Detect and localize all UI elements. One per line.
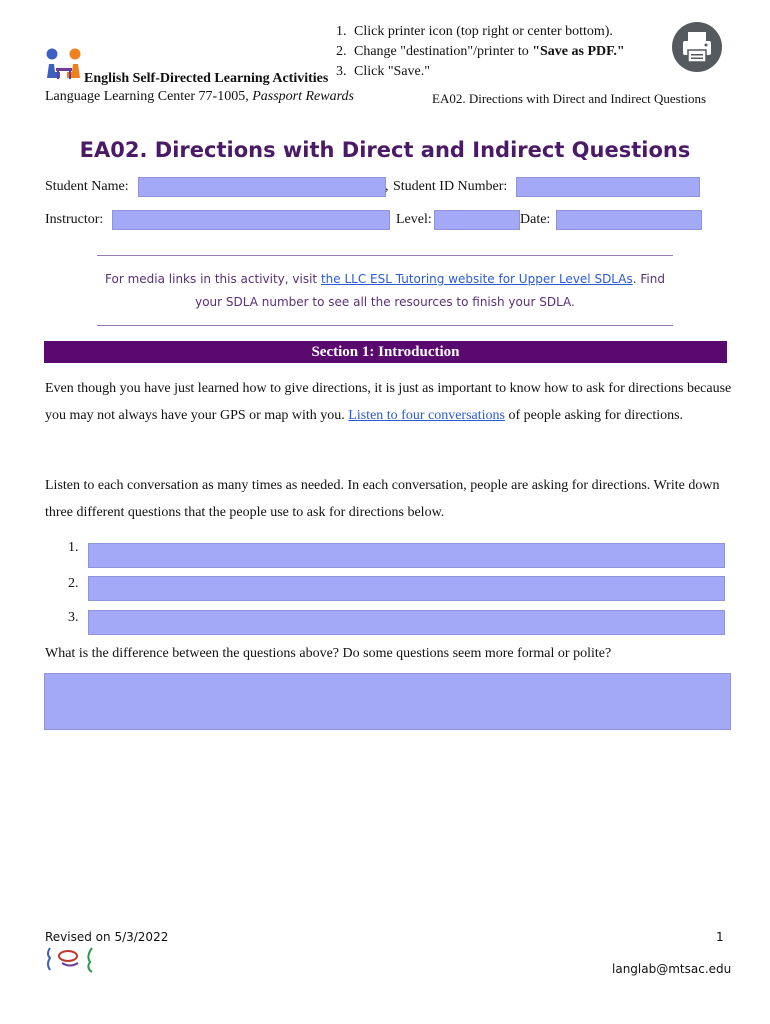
instruction-3: 3. Click "Save.": [336, 64, 430, 79]
divider-top: [97, 255, 673, 256]
conversations-link[interactable]: Listen to four conversations: [348, 408, 505, 423]
student-name-label: Student Name:: [45, 179, 129, 194]
answer-number-2: 2.: [68, 576, 79, 591]
instructor-field[interactable]: [112, 210, 390, 230]
field-separator: ,: [385, 179, 389, 194]
answer-field-1[interactable]: [88, 543, 725, 568]
instruction-2: 2. Change "destination"/printer to "Save as PDF.": [336, 44, 625, 59]
instructor-label: Instructor:: [45, 212, 104, 227]
llc-people-logo: [44, 46, 84, 82]
level-label: Level:: [396, 212, 432, 227]
student-id-field[interactable]: [516, 177, 700, 197]
print-instructions: [336, 22, 625, 82]
student-name-field[interactable]: [138, 177, 386, 197]
page-number: 1: [716, 930, 724, 944]
student-id-label: Student ID Number:: [393, 179, 508, 194]
answer-number-3: 3.: [68, 610, 79, 625]
center-title: English Self-Directed Learning Activities: [84, 71, 329, 86]
page-title: EA02. Directions with Direct and Indirect Questions: [79, 138, 691, 162]
answer-field-2[interactable]: [88, 576, 725, 601]
contact-email: langlab@mtsac.edu: [612, 962, 732, 976]
date-field[interactable]: [556, 210, 702, 230]
date-label: Date:: [520, 212, 551, 227]
revised-date: Revised on 5/3/2022: [45, 930, 169, 944]
instructions-paragraph: Listen to each conversation as many times as needed. In each conversation, people are asking for directions. Write down three different questions that the people use to ask for directions below.: [45, 478, 720, 520]
difference-question: What is the difference between the questions above? Do some questions seem more formal or polite?: [45, 646, 612, 661]
llc-footer-logo: [44, 944, 100, 976]
center-location: Language Learning Center 77-1005, Passport Rewards: [45, 89, 354, 104]
header-activity-ref: EA02. Directions with Direct and Indirect Questions: [432, 91, 707, 106]
level-field[interactable]: [434, 210, 520, 230]
difference-answer-field[interactable]: [44, 673, 731, 730]
answer-number-1: 1.: [68, 540, 79, 555]
printer-icon[interactable]: [672, 22, 722, 72]
divider-bottom: [97, 325, 673, 326]
intro-paragraph: Even though you have just learned how to give directions, it is just as important to know how to ask for directions because you may not always have your GPS or map with you. Listen to four conversations of people asking for directions.: [45, 381, 732, 423]
sdla-website-link[interactable]: the LLC ESL Tutoring website for Upper Level SDLAs: [320, 272, 633, 286]
answer-field-3[interactable]: [88, 610, 725, 635]
section-heading: Section 1: Introduction: [44, 341, 727, 363]
media-links-note: For media links in this activity, visit the LLC ESL Tutoring website for Upper Level SDLAs. Find your SDLA number to see all the resources to finish your SDLA.: [105, 272, 665, 309]
instruction-1: 1. Click printer icon (top right or center bottom).: [336, 24, 613, 39]
